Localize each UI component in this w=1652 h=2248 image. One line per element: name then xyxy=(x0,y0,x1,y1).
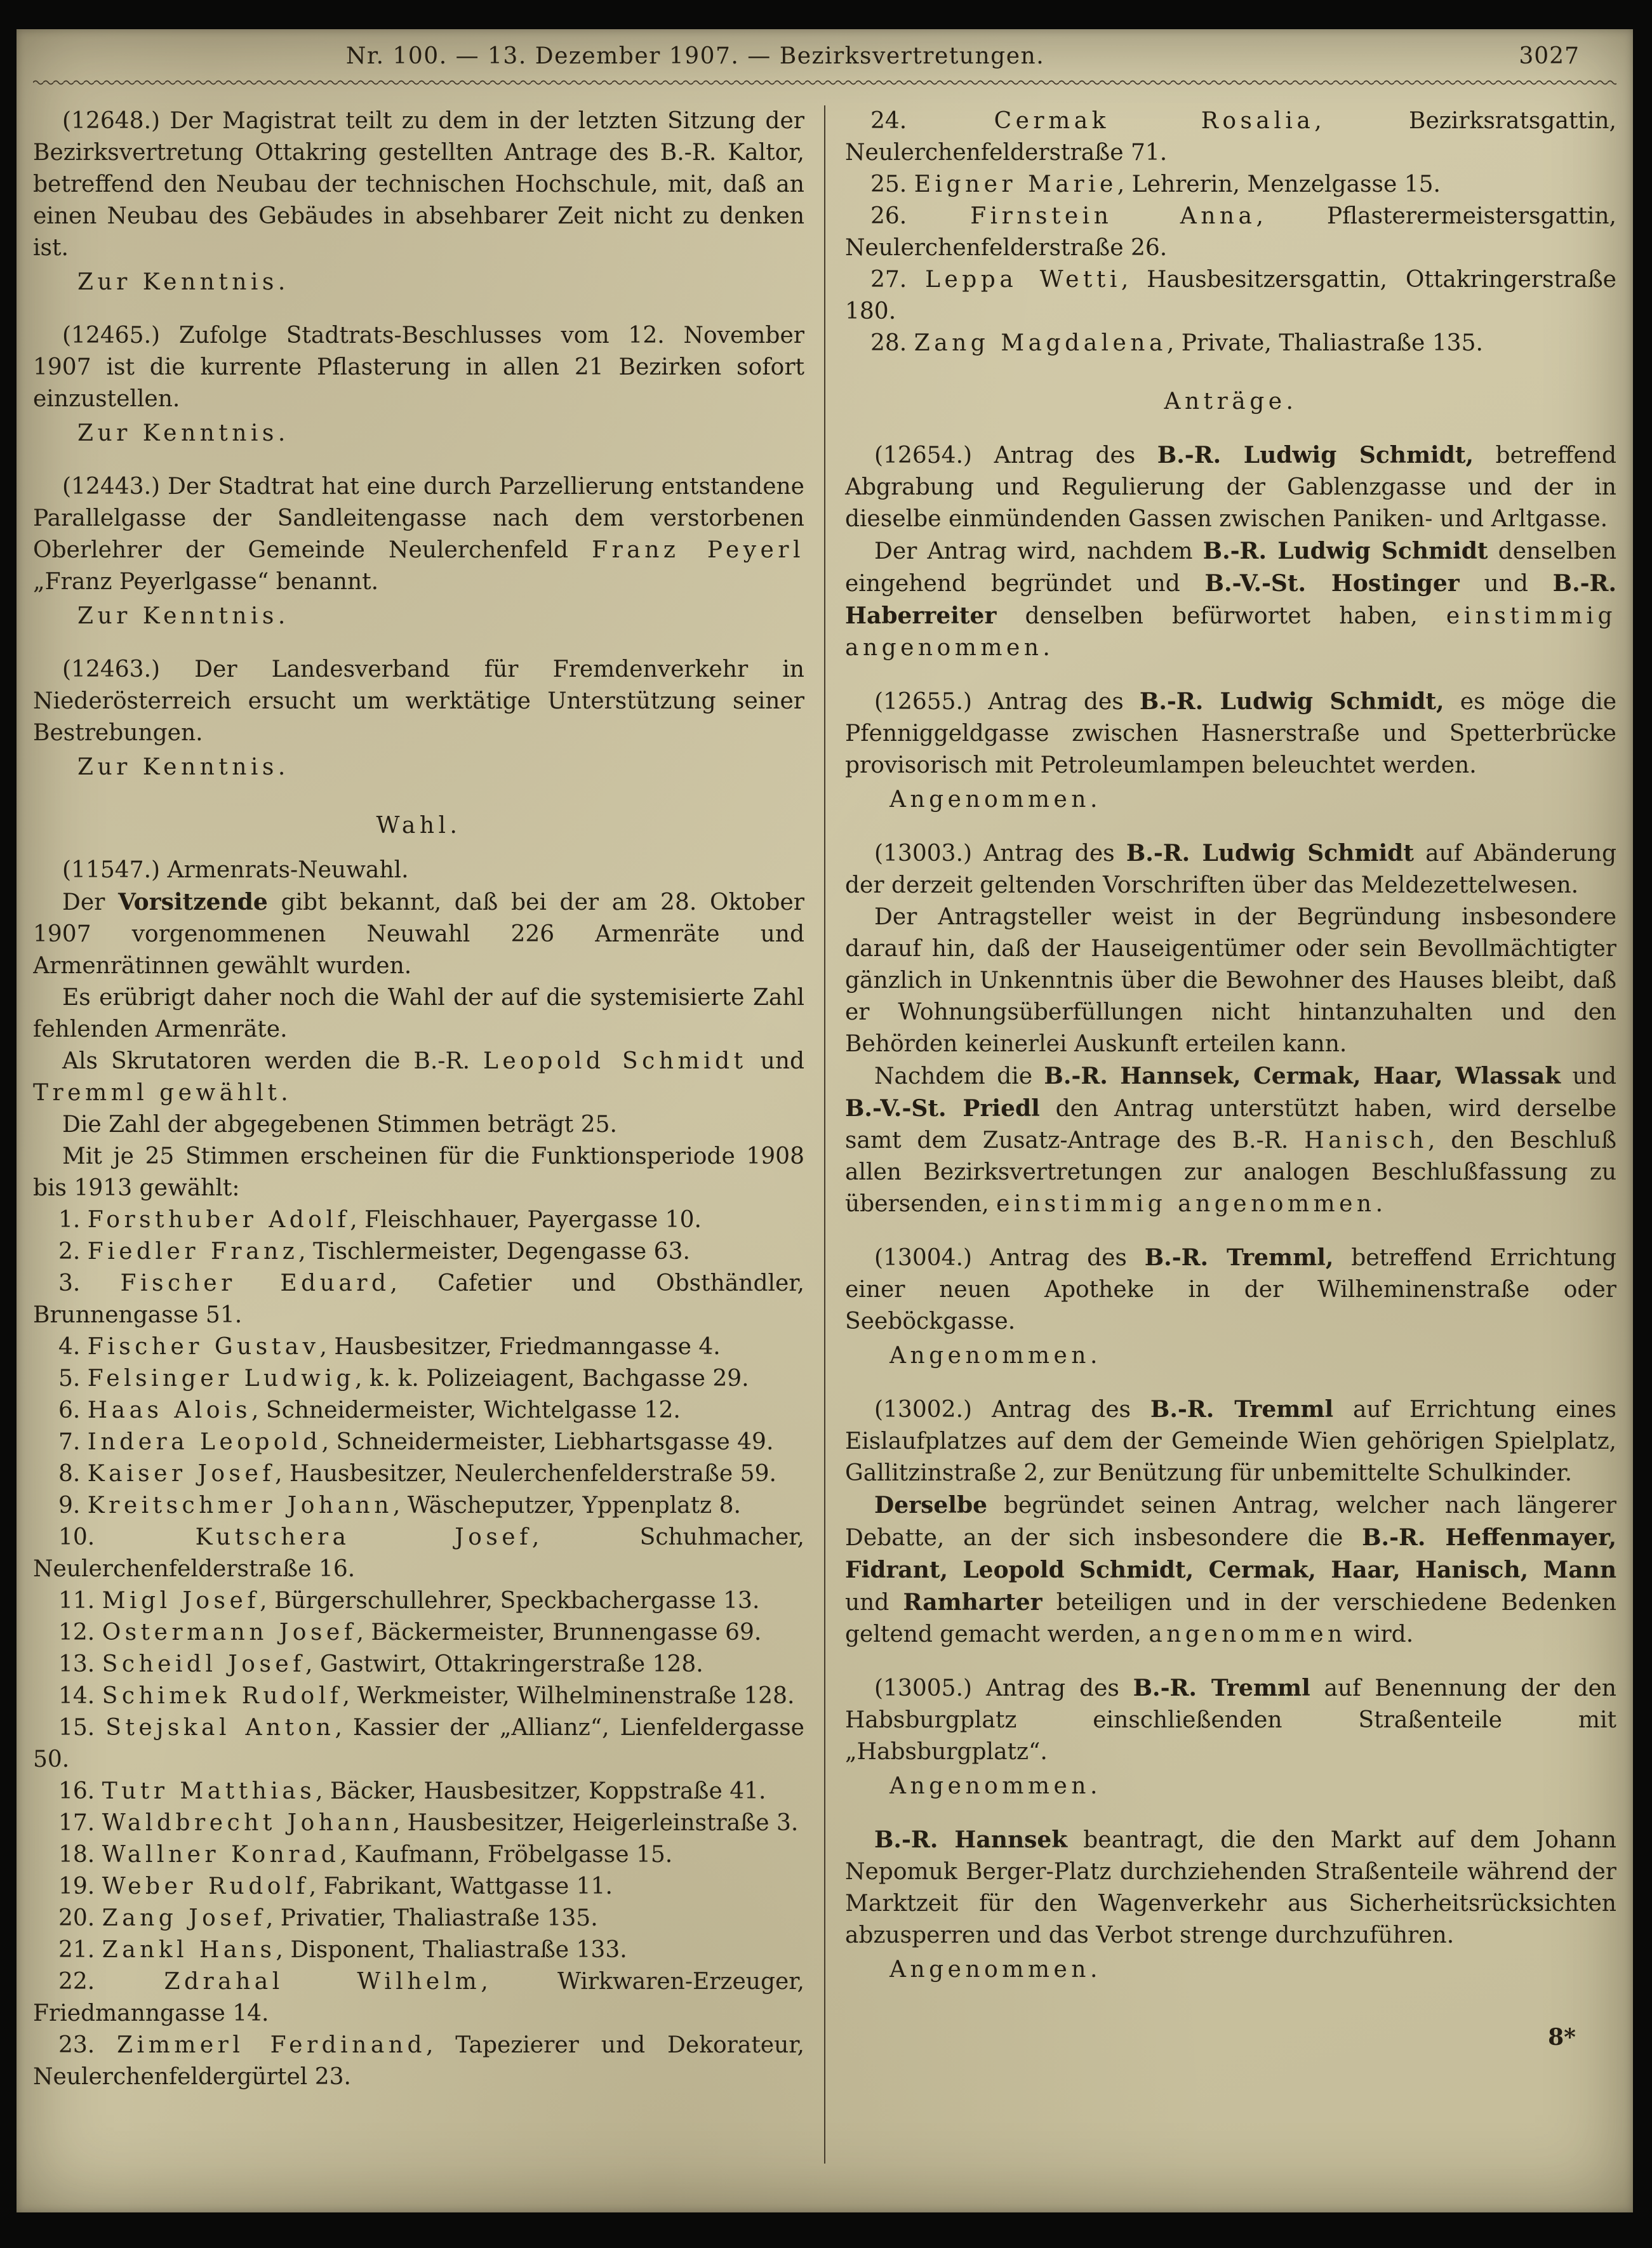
text-segment: B.-R. Ludwig Schmidt xyxy=(1126,840,1414,867)
text-segment: Angenommen. xyxy=(889,1773,1102,1799)
text-segment: B.-R. Tremml, xyxy=(1144,1244,1334,1271)
page-content-area xyxy=(33,41,1616,2202)
text-segment: , Bürgerschullehrer, Speckbachergasse 13. xyxy=(260,1588,760,1614)
header-rule-wavy-icon xyxy=(33,79,1616,86)
text-segment: Tremml gewählt xyxy=(33,1080,281,1106)
text-segment: 4. xyxy=(58,1334,88,1360)
text-segment: , Bezirksratsgattin, Neulerchenfelderstraße 71. xyxy=(845,108,1616,166)
text-segment: , Hausbesitzer, Friedmanngasse 4. xyxy=(319,1334,721,1360)
text-segment: Ostermann Josef xyxy=(102,1619,357,1646)
text-segment: 1. xyxy=(58,1207,88,1233)
text-segment: B.-R. Ludwig Schmidt xyxy=(1202,538,1488,564)
column-left xyxy=(33,105,804,2164)
text-segment: und xyxy=(747,1048,805,1074)
text-segment: 10. xyxy=(58,1524,196,1550)
text-segment: Stejskal Anton xyxy=(105,1715,335,1741)
text-segment: 2. xyxy=(58,1239,88,1265)
paragraph xyxy=(33,1141,804,1204)
text-segment: Kreitschmer Johann xyxy=(87,1493,393,1519)
list-entry xyxy=(845,201,1616,264)
text-segment: Angenommen. xyxy=(889,787,1102,813)
text-segment: Zimmerl Ferdinand xyxy=(117,2032,426,2058)
text-segment: , Lehrerin, Menzelgasse 15. xyxy=(1117,171,1441,197)
text-segment: Leppa Wetti xyxy=(925,267,1121,293)
resolution-line xyxy=(845,1771,1616,1802)
text-segment: (12443.) Der Stadtrat hat eine durch Parzellierung entstandene Parallelgasse der Sandleitengasse nach dem verstorbenen Oberlehrer der Gemeinde Neulerchenfeld xyxy=(33,474,804,563)
list-entry xyxy=(33,1839,804,1871)
list-entry xyxy=(33,1331,804,1363)
text-segment: 3. xyxy=(58,1270,121,1296)
text-segment: 25. xyxy=(870,171,914,197)
text-segment: 19. xyxy=(58,1873,102,1899)
resolution-line xyxy=(845,1340,1616,1372)
text-segment: 27. xyxy=(870,267,926,293)
paragraph xyxy=(845,1060,1616,1220)
text-segment: den Antrag unterstützt haben, wird derselbe samt dem Zusatz-Antrage des B.-R. xyxy=(845,1096,1616,1154)
list-entry xyxy=(33,1776,804,1807)
text-segment: , den Beschluß allen Bezirksvertretungen zur analogen Beschlußfassung zu übersenden, xyxy=(845,1127,1616,1217)
text-segment: 9. xyxy=(58,1493,88,1519)
text-segment: Franz Peyerl xyxy=(592,537,804,563)
list-entry xyxy=(33,1427,804,1458)
text-segment: , Hausbesitzer, Heigerleinstraße 3. xyxy=(392,1810,799,1836)
text-segment: beantragt, die den Markt auf dem Johann Nepomuk Berger-Platz durchziehenden Straßenteile während der Marktzeit für den Wagenverkehr aus Sicherheitsrücksichten abzusperren und das Verbot strenge durchzuführen. xyxy=(845,1827,1616,1948)
text-segment: auf Errichtung eines Eislaufplatzes auf dem der Gemeinde Wien gehörigen Spielplatz, Gallitzinstraße 2, zur Benützung für unbemittelte Schulkinder. xyxy=(845,1397,1616,1486)
text-segment: . xyxy=(1042,635,1050,661)
text-segment: begründet seinen Antrag, welcher nach längerer Debatte, an der sich insbesondere die xyxy=(845,1493,1616,1551)
text-segment: einstimmig angenommen xyxy=(996,1191,1376,1217)
text-segment: Kaiser Josef xyxy=(87,1461,276,1487)
text-segment: Der Antrag wird, nachdem xyxy=(874,538,1203,564)
paragraph xyxy=(33,855,804,886)
text-segment: Nachdem die xyxy=(874,1063,1044,1089)
text-segment: wird. xyxy=(1346,1621,1414,1647)
text-segment: Als Skrutatoren werden die B.-R. xyxy=(62,1048,484,1074)
text-segment: , Kassier der „Allianz“, Lienfeldergasse 50. xyxy=(33,1715,804,1772)
text-segment: Firnstein Anna xyxy=(970,203,1256,229)
text-segment: , Cafetier und Obsthändler, Brunnengasse 51. xyxy=(33,1270,805,1328)
text-segment: , Wirkwaren-Erzeuger, Friedmanngasse 14. xyxy=(33,1969,804,2026)
text-segment: gibt bekannt, daß bei der am 28. Oktober 1907 vorgenommenen Neuwahl 226 Armenräte und Armenrätinnen gewählt wurden. xyxy=(33,889,804,979)
text-segment: Wallner Konrad xyxy=(102,1842,340,1868)
paragraph xyxy=(845,837,1616,901)
text-segment: 7. xyxy=(58,1429,88,1455)
text-segment: , Privatier, Thaliastraße 135. xyxy=(265,1905,598,1931)
text-segment: Wahl. xyxy=(376,813,462,839)
text-segment: B.-R. Hannsek xyxy=(874,1826,1068,1853)
list-entry xyxy=(33,1807,804,1839)
text-segment: Hanisch xyxy=(1304,1127,1428,1154)
column-divider xyxy=(824,105,825,2164)
text-segment: betreffend Errichtung einer neuen Apotheke in der Wilheminenstraße oder Seeböckgasse. xyxy=(845,1245,1616,1334)
text-segment: Der Antragsteller weist in der Begründung insbesondere darauf hin, daß der Hauseigentümer oder sein Bevollmächtigter gänzlich in Unkenntnis über die Bewohner des Hauses bleibt, daß er Wohnungsüberfüllungen nicht hintanzuhalten und den Behörden keinerlei Auskunft erteilen kann. xyxy=(845,904,1616,1057)
text-segment: 23. xyxy=(58,2032,117,2058)
text-segment: Waldbrecht Johann xyxy=(102,1810,393,1836)
list-entry xyxy=(33,1966,804,2030)
text-segment: und xyxy=(1561,1063,1616,1089)
text-segment: Zdrahal Wilhelm xyxy=(164,1969,481,1995)
text-segment: B.-R. Heffenmayer, Fidrant, Leopold Schmidt, Cermak, Haar, Hanisch, Mann xyxy=(845,1524,1616,1583)
text-segment: 16. xyxy=(58,1778,102,1804)
two-column-body xyxy=(33,105,1616,2164)
paragraph xyxy=(33,654,804,749)
text-segment: B.-R. Hannsek, Cermak, Haar, Wlassak xyxy=(1044,1063,1561,1089)
text-segment: Forsthuber Adolf xyxy=(87,1207,350,1233)
text-segment: (12463.) Der Landesverband für Fremdenverkehr in Niederösterreich ersucht um werktätige Unterstützung seiner Bestrebungen. xyxy=(33,656,804,746)
page-header xyxy=(33,41,1616,76)
text-segment: , Hausbesitzer, Neulerchenfelderstraße 59. xyxy=(275,1461,776,1487)
text-segment: , Private, Thaliastraße 135. xyxy=(1166,330,1483,356)
list-entry xyxy=(33,1617,804,1649)
paragraph xyxy=(845,1672,1616,1768)
text-segment: 11. xyxy=(58,1588,102,1614)
text-segment: 24. xyxy=(870,108,994,134)
paragraph xyxy=(845,535,1616,664)
list-entry xyxy=(33,1903,804,1934)
text-segment: Zankl Hans xyxy=(102,1937,276,1963)
text-segment: Zur Kenntnis. xyxy=(77,754,290,780)
text-segment: , Schneidermeister, Wichtelgasse 12. xyxy=(251,1397,681,1423)
list-entry xyxy=(845,169,1616,201)
text-segment: 17. xyxy=(58,1810,102,1836)
text-segment: Angenommen. xyxy=(889,1343,1102,1369)
text-segment: Fischer Gustav xyxy=(87,1334,320,1360)
paragraph xyxy=(33,1046,804,1109)
text-segment: B.-R. Haberreiter xyxy=(845,570,1616,629)
text-segment: 28. xyxy=(870,330,914,356)
text-segment: 13. xyxy=(58,1651,102,1677)
text-segment: , Schuhmacher, Neulerchenfelderstraße 16. xyxy=(33,1524,804,1582)
list-entry xyxy=(33,2030,804,2093)
text-segment: Angenommen. xyxy=(889,1957,1102,1983)
text-segment: einstimmig angenommen xyxy=(845,603,1616,661)
text-segment: , Fabrikant, Wattgasse 11. xyxy=(309,1873,613,1899)
text-segment: 18. xyxy=(58,1842,102,1868)
text-segment: 6. xyxy=(58,1397,88,1423)
resolution-line xyxy=(33,601,804,632)
text-segment: 22. xyxy=(58,1969,164,1995)
list-entry xyxy=(33,1204,804,1236)
text-segment: B.-V.-St. Priedl xyxy=(845,1095,1040,1122)
resolution-line xyxy=(845,784,1616,816)
text-segment: , Wäscheputzer, Yppenplatz 8. xyxy=(392,1493,741,1519)
list-entry xyxy=(33,1871,804,1903)
text-segment: und xyxy=(1459,571,1553,597)
text-segment: , Tapezierer und Dekorateur, Neulerchenfeldergürtel 23. xyxy=(33,2032,804,2090)
list-entry xyxy=(33,1236,804,1268)
text-segment: , Gastwirt, Ottakringerstraße 128. xyxy=(305,1651,703,1677)
text-segment: , Kaufmann, Fröbelgasse 15. xyxy=(340,1842,673,1868)
text-segment: betreffend Abgrabung und Regulierung der Gablenzgasse und der in dieselbe einmündenden Gassen zwischen Paniken- und Arltgasse. xyxy=(845,442,1616,532)
text-segment: und xyxy=(845,1590,903,1616)
text-segment: angenommen xyxy=(1149,1621,1347,1647)
list-entry xyxy=(33,1458,804,1490)
paragraph xyxy=(845,1489,1616,1651)
text-segment: Die Zahl der abgegebenen Stimmen beträgt 25. xyxy=(62,1112,617,1138)
text-segment: auf Abänderung der derzeit geltenden Vorschriften über das Meldezettelwesen. xyxy=(845,841,1616,898)
paragraph xyxy=(33,320,804,415)
paragraph xyxy=(33,105,804,264)
list-entry xyxy=(845,105,1616,169)
column-right xyxy=(845,105,1616,2164)
text-segment: , Schneidermeister, Liebhartsgasse 49. xyxy=(321,1429,774,1455)
text-segment: denselben befürwortet haben, xyxy=(996,603,1446,629)
text-segment: Eigner Marie xyxy=(914,171,1117,197)
text-segment: Indera Leopold xyxy=(87,1429,322,1455)
text-segment: Derselbe xyxy=(874,1492,988,1519)
text-segment: Mit je 25 Stimmen erscheinen für die Funktionsperiode 1908 bis 1913 gewählt: xyxy=(33,1143,804,1201)
text-segment: 20. xyxy=(58,1905,102,1931)
text-segment: (13003.) Antrag des xyxy=(874,841,1126,867)
text-segment: , Fleischhauer, Payergasse 10. xyxy=(350,1207,702,1233)
list-entry xyxy=(845,264,1616,328)
text-segment: beteiligen und in der verschiedene Bedenken geltend gemacht werden, xyxy=(845,1590,1616,1647)
text-segment: Migl Josef xyxy=(102,1588,260,1614)
text-segment: Fiedler Franz xyxy=(87,1239,299,1265)
list-entry xyxy=(33,1268,804,1331)
text-segment: , Disponent, Thaliastraße 133. xyxy=(276,1937,627,1963)
text-segment: (12654.) Antrag des xyxy=(874,442,1157,469)
list-entry xyxy=(33,1490,804,1522)
list-entry xyxy=(33,1680,804,1712)
text-segment: B.-R. Ludwig Schmidt, xyxy=(1139,688,1444,715)
printer-mark xyxy=(845,2021,1616,2053)
text-segment: 8* xyxy=(1548,2024,1576,2051)
text-segment: (13002.) Antrag des xyxy=(874,1397,1150,1423)
text-segment: denselben eingehend begründet und xyxy=(845,538,1616,597)
text-segment: B.-V.-St. Hostinger xyxy=(1204,570,1460,597)
text-segment: B.-R. Ludwig Schmidt, xyxy=(1157,442,1474,469)
text-segment: Schimek Rudolf xyxy=(102,1683,343,1709)
paragraph xyxy=(33,886,804,982)
text-segment: 12. xyxy=(58,1619,102,1646)
text-segment: , Werkmeister, Wilhelminenstraße 128. xyxy=(342,1683,795,1709)
text-segment: Weber Rudolf xyxy=(102,1873,309,1899)
paragraph xyxy=(845,901,1616,1060)
text-segment: . xyxy=(1375,1191,1383,1217)
list-entry xyxy=(33,1363,804,1395)
text-segment: Kutschera Josef xyxy=(195,1524,532,1550)
paragraph xyxy=(33,982,804,1046)
text-segment: Zur Kenntnis. xyxy=(77,420,290,446)
text-segment: 26. xyxy=(870,203,971,229)
text-segment: Der xyxy=(62,889,119,915)
section-heading xyxy=(845,386,1616,418)
list-entry xyxy=(845,328,1616,359)
paragraph xyxy=(33,1109,804,1141)
text-segment: Es erübrigt daher noch die Wahl der auf die systemisierte Zahl fehlenden Armenräte. xyxy=(33,985,804,1042)
list-entry xyxy=(33,1712,804,1776)
text-segment: Ramharter xyxy=(903,1589,1042,1616)
text-segment: , Bäckermeister, Brunnengasse 69. xyxy=(356,1619,762,1646)
text-segment: Zur Kenntnis. xyxy=(77,269,290,295)
text-segment: (12648.) Der Magistrat teilt zu dem in der letzten Sitzung der Bezirksvertretung Ottakring gestellten Antrage des B.-R. Kaltor, betreffend den Neubau der technischen Hochschule, mit, daß an einen Neubau des Gebäudes in absehbarer Zeit nicht zu denken ist. xyxy=(33,108,804,261)
list-entry xyxy=(33,1522,804,1585)
list-entry xyxy=(33,1649,804,1680)
text-segment: , k. k. Polizeiagent, Bachgasse 29. xyxy=(355,1366,749,1392)
text-segment: auf Benennung der den Habsburgplatz einschließenden Straßenteile mit „Habsburgplatz“. xyxy=(845,1675,1616,1765)
text-segment: Anträge. xyxy=(1164,389,1298,415)
list-entry xyxy=(33,1585,804,1617)
text-segment: Leopold Schmidt xyxy=(483,1048,747,1074)
text-segment: es möge die Pfenniggeldgasse zwischen Hasnerstraße und Spetterbrücke provisorisch mit Petroleumlampen beleuchtet werden. xyxy=(845,689,1616,778)
text-segment: Cermak Rosalia xyxy=(994,108,1315,134)
paragraph xyxy=(33,471,804,598)
list-entry xyxy=(33,1395,804,1427)
text-segment: B.-R. Tremml xyxy=(1133,1675,1310,1701)
text-segment: . xyxy=(281,1080,288,1106)
text-segment: 5. xyxy=(58,1366,88,1392)
text-segment: Zur Kenntnis. xyxy=(77,603,290,629)
section-heading xyxy=(33,810,804,842)
text-segment: Haas Alois xyxy=(87,1397,252,1423)
text-segment: 21. xyxy=(58,1937,102,1963)
page-number: 3027 xyxy=(1519,43,1580,69)
paper-page xyxy=(17,29,1633,2212)
paragraph xyxy=(845,1242,1616,1338)
resolution-line xyxy=(33,418,804,449)
text-segment: Vorsitzende xyxy=(118,889,268,915)
text-segment: „Franz Peyerlgasse“ benannt. xyxy=(33,569,379,595)
text-segment: , Pflasterermeistersgattin, Neulerchenfelderstraße 26. xyxy=(845,203,1616,261)
text-segment: Felsinger Ludwig xyxy=(87,1366,355,1392)
text-segment: (13005.) Antrag des xyxy=(874,1675,1133,1701)
text-segment: , Bäcker, Hausbesitzer, Koppstraße 41. xyxy=(316,1778,766,1804)
resolution-line xyxy=(33,267,804,298)
header-title: Nr. 100. — 13. Dezember 1907. — Bezirksvertretungen. xyxy=(345,43,1045,69)
text-segment: Zang Magdalena xyxy=(914,330,1167,356)
paragraph xyxy=(845,1393,1616,1489)
paragraph xyxy=(845,686,1616,781)
text-segment: , Tischlermeister, Degengasse 63. xyxy=(298,1239,690,1265)
text-segment: Scheidl Josef xyxy=(102,1651,305,1677)
list-entry xyxy=(33,1934,804,1966)
text-segment: Fischer Eduard xyxy=(120,1270,390,1296)
resolution-line xyxy=(33,752,804,783)
text-segment: (11547.) Armenrats-Neuwahl. xyxy=(62,857,409,883)
text-segment: 8. xyxy=(58,1461,88,1487)
text-segment: 15. xyxy=(58,1715,106,1741)
text-segment: 14. xyxy=(58,1683,102,1709)
text-segment: Tutr Matthias xyxy=(102,1778,316,1804)
resolution-line xyxy=(845,1954,1616,1986)
text-segment: Zang Josef xyxy=(102,1905,266,1931)
text-segment: (12655.) Antrag des xyxy=(874,689,1140,715)
text-segment: (13004.) Antrag des xyxy=(874,1245,1145,1271)
text-segment: , Hausbesitzersgattin, Ottakringerstraße 180. xyxy=(845,267,1616,324)
text-segment: B.-R. Tremml xyxy=(1150,1396,1334,1423)
paragraph xyxy=(845,439,1616,535)
paragraph xyxy=(845,1824,1616,1952)
text-segment: (12465.) Zufolge Stadtrats-Beschlusses vom 12. November 1907 ist die kurrente Pflasterung in allen 21 Bezirken sofort einzustellen. xyxy=(33,323,804,412)
